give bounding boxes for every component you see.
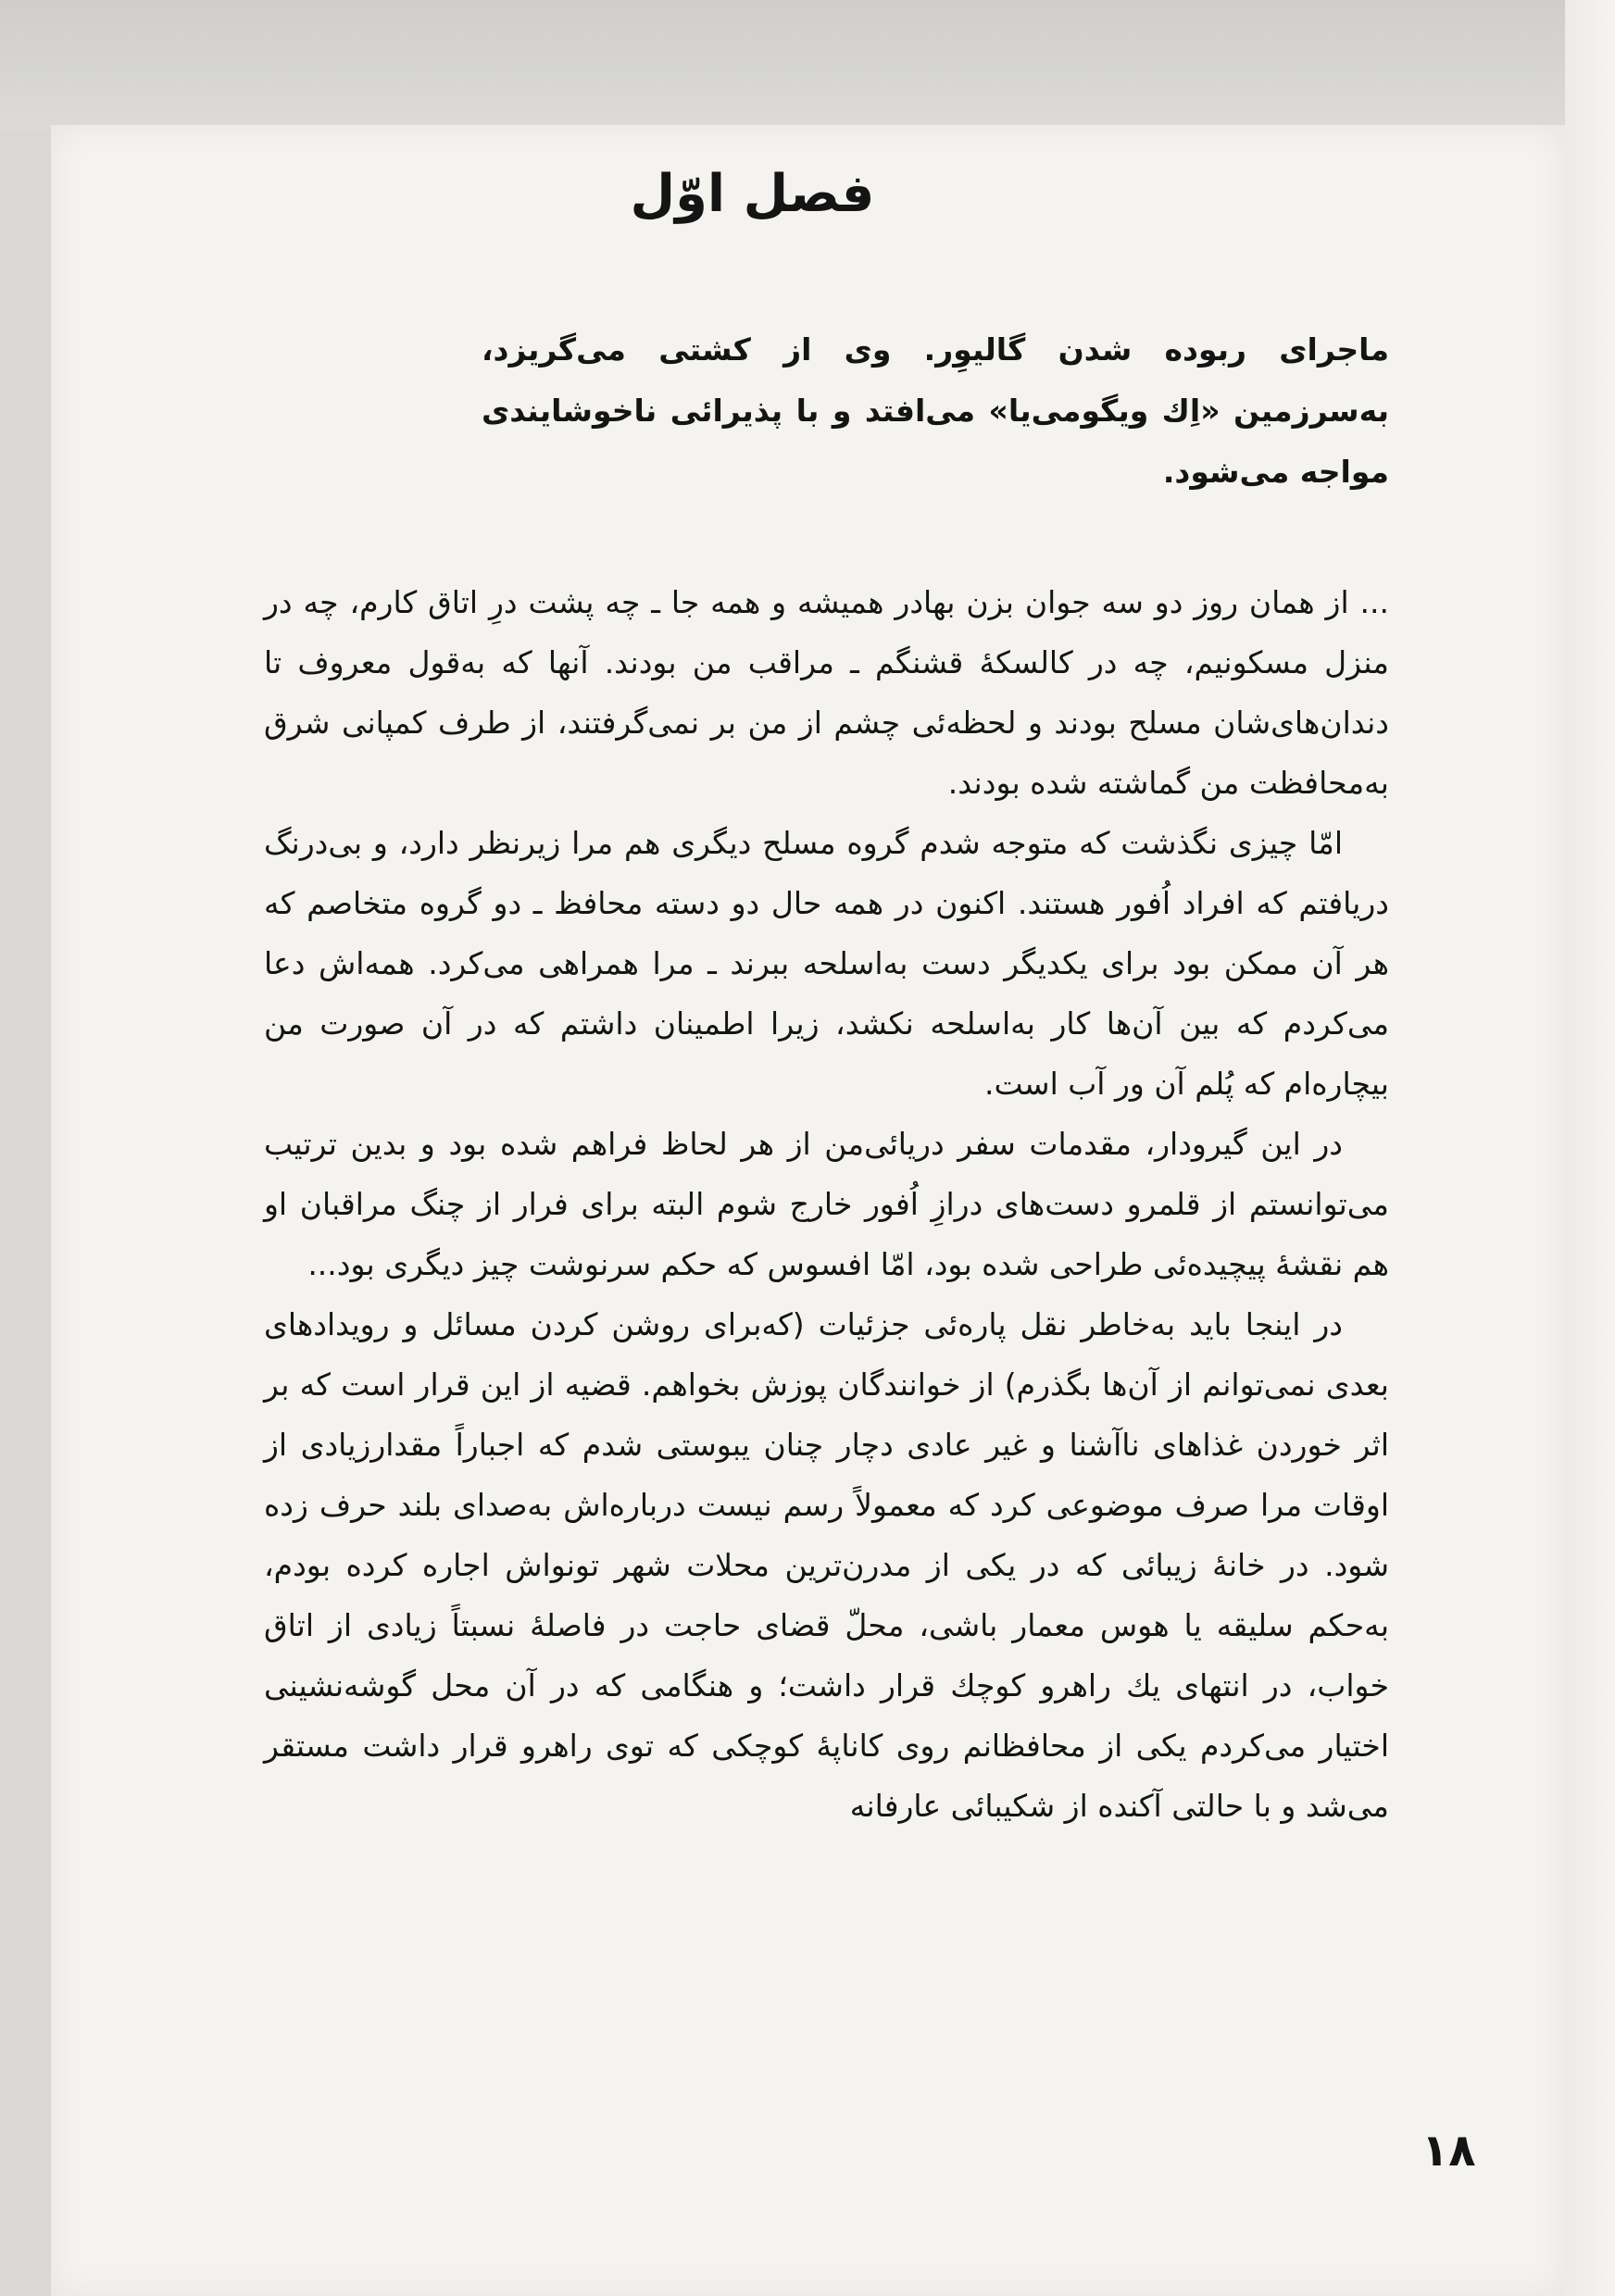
scan-background [0, 0, 1615, 130]
paragraph: در این گیرودار، مقدمات سفر دریائی‌من از هر لحاظ فراهم شده بود و بدین ترتیب می‌توانستم از قلمرو دست‌های درازِ اُفور خارج شوم البته برای فرار از چنگ مراقبان او هم نقشهٔ پیچیده‌ئی طراحی شده بود، امّا افسوس که حکم سرنوشت چیز دیگری بود... [264, 1126, 1389, 1282]
body-text [264, 572, 1389, 1836]
paragraph: امّا چیزی نگذشت که متوجه شدم گروه مسلح دیگری هم مرا زیرنظر دارد، و بی‌درنگ دریافتم که افراد اُفور هستند. اکنون در همه حال دو دسته محافظ ـ دو گروه متخاصم که هر آن ممکن بود برای یکدیگر دست به‌اسلحه ببرند ـ مرا همراهی می‌کرد. همه‌اش دعا می‌کردم که بین آن‌ها کار به‌اسلحه نکشد، زیرا اطمینان داشتم که در آن صورت من بیچاره‌ام که پُلم آن ور آب است. [264, 825, 1389, 1102]
paragraph: ... از همان روز دو سه جوان بزن بهادر همیشه و همه جا ـ چه پشت درِ اتاق کارم، چه در منزل مسکونیم، چه در کالسکهٔ قشنگم ـ مراقب من بودند. آنها که به‌قول معروف تا دندان‌های‌شان مسلح بودند و لحظه‌ئی چشم از من بر نمی‌گرفتند، از طرف کمپانی شرق به‌محافظت من گماشته شده بودند. [264, 584, 1389, 801]
page-edge [1565, 0, 1615, 2296]
page-content [264, 157, 1389, 1836]
chapter-summary: ماجرای ربوده شدن گالیوِر. وی از کشتی می‌گریزد، به‌سرزمین «اِك ویگومی‌یا» می‌افتد و با پذیرائی ناخوشایندی مواجه می‌شود. [482, 331, 1389, 490]
page-number: ۱۸ [1421, 2125, 1476, 2177]
paragraph: در اینجا باید به‌خاطر نقل پاره‌ئی جزئیات (که‌برای روشن کردن مسائل و رویدادهای بعدی نمی‌توانم از آن‌ها بگذرم) از خوانندگان پوزش بخواهم. قضیه از این قرار است که بر اثر خوردن غذاهای ناآشنا و غیر عادی دچار چنان یبوستی شدم که اجباراً مقدارزیادی از اوقات مرا صرف موضوعی کرد که معمولاً رسم نیست درباره‌اش به‌صدای بلند حرف زده شود. در خانهٔ زیبائی که در یکی از مدرن‌ترین محلات شهر تونواش اجاره کرده بودم، به‌حکم سلیقه یا هوس معمار باشی، محلّ قضای حاجت در فاصلهٔ نسبتاً زیادی از اتاق خواب، در انتهای یك راهرو کوچك قرار داشت؛ و هنگامی که در آن محل گوشه‌نشینی اختیار می‌کردم یکی از محافظانم روی کاناپهٔ کوچکی که توی راهرو قرار داشت مستقر می‌شد و با حالتی آکنده از شکیبائی عارفانه [264, 1306, 1389, 1824]
chapter-title: فصل اوّل [630, 164, 875, 224]
